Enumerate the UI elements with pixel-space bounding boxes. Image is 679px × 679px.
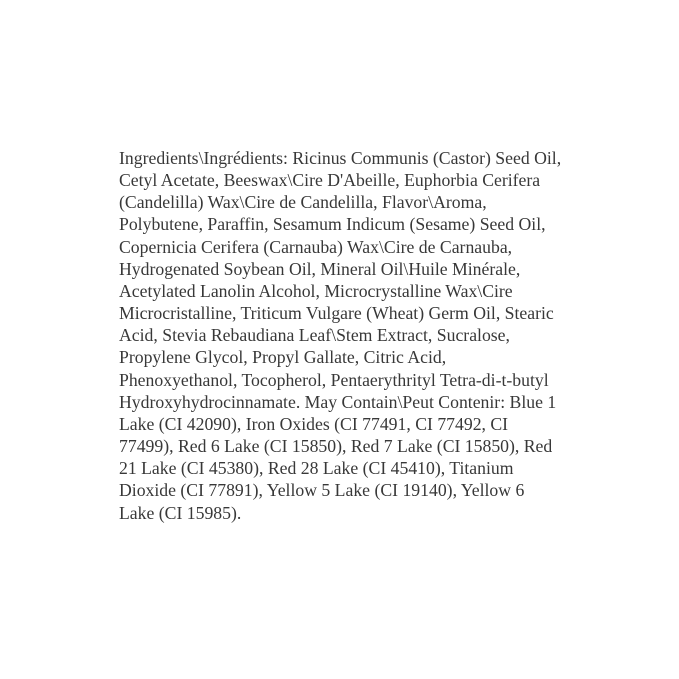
ingredients-line: Lake (CI 15985).	[119, 502, 242, 523]
ingredients-line: Acetylated Lanolin Alcohol, Microcrystalline Wax\Cire	[119, 280, 513, 301]
ingredients-line: Ingredients\Ingrédients: Ricinus Communis (Castor) Seed Oil,	[119, 148, 562, 168]
ingredients-line: 77499), Red 6 Lake (CI 15850), Red 7 Lake (CI 15850), Red	[119, 436, 553, 457]
ingredients-line: Acid, Stevia Rebaudiana Leaf\Stem Extract, Sucralose,	[119, 325, 510, 346]
ingredients-line: 21 Lake (CI 45380), Red 28 Lake (CI 45410), Titanium	[119, 458, 514, 479]
ingredients-line: (Candelilla) Wax\Cire de Candelilla, Flavor\Aroma,	[119, 192, 487, 213]
ingredients-line: Hydroxyhydrocinnamate. May Contain\Peut Contenir: Blue 1	[119, 391, 557, 412]
ingredients-line: Lake (CI 42090), Iron Oxides (CI 77491, CI 77492, CI	[119, 413, 509, 434]
ingredients-line: Dioxide (CI 77891), Yellow 5 Lake (CI 19140), Yellow 6	[119, 480, 525, 501]
ingredients-text-block	[119, 147, 569, 524]
ingredients-line: Microcristalline, Triticum Vulgare (Wheat) Germ Oil, Stearic	[119, 303, 554, 324]
ingredients-line: Phenoxyethanol, Tocopherol, Pentaerythrityl Tetra-di-t-butyl	[119, 369, 549, 390]
ingredients-line: Polybutene, Paraffin, Sesamum Indicum (Sesame) Seed Oil,	[119, 214, 546, 235]
ingredients-line: Propylene Glycol, Propyl Gallate, Citric Acid,	[119, 347, 447, 368]
ingredients-line: Copernicia Cerifera (Carnauba) Wax\Cire de Carnauba,	[119, 236, 513, 257]
ingredients-line: Cetyl Acetate, Beeswax\Cire D'Abeille, Euphorbia Cerifera	[119, 170, 541, 191]
ingredients-line: Hydrogenated Soybean Oil, Mineral Oil\Huile Minérale,	[119, 258, 521, 279]
